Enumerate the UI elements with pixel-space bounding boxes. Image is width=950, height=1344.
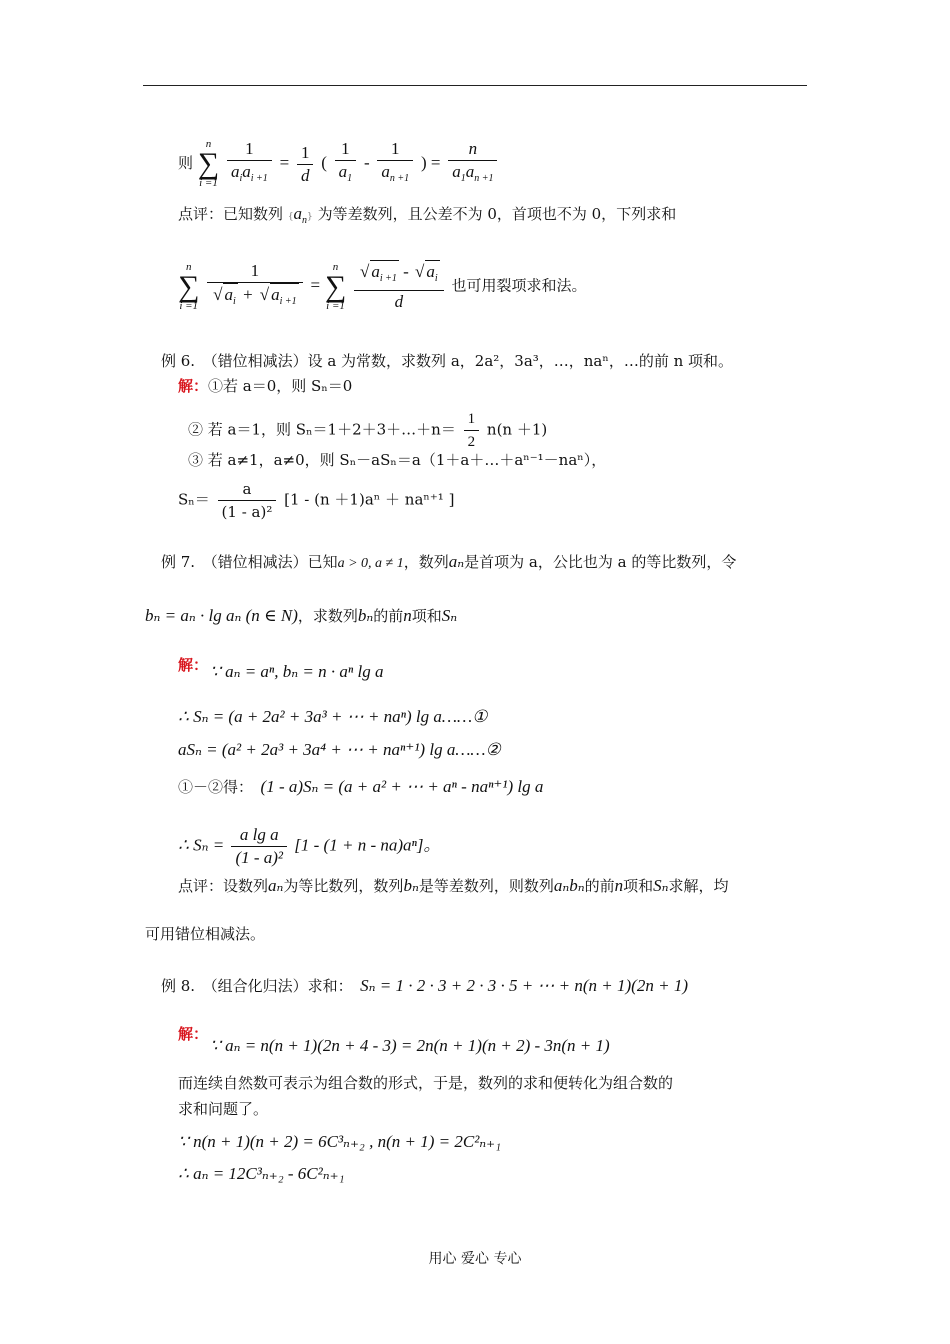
page-footer: 用心 爱心 专心: [428, 1251, 522, 1267]
fraction-3: $\frac{1}{a_1}$: [335, 138, 357, 190]
header-rule: [143, 85, 807, 86]
fraction-5: $\frac{n}{a_1a_{n +1}}$: [448, 138, 497, 190]
ex7-step-3: aSₙ = (a² + 2a³ + 3a⁴ + ⋯ + naⁿ⁺¹) lg a……②: [178, 740, 501, 759]
formula-line-2: n ∑ i =1 1 √ $a_i$ + √ $a_{i +1}$ = n ∑ i =1 √ $\frac{a_{i +1} - √ a_i}{d}$ 也可用裂项求和法。: [178, 260, 586, 314]
example-8-title: 例 8. （组合化归法）求和： Sₙ = 1 · 2 · 3 + 2 · 3 · 5 + ⋯ + n(n + 1)(2n + 1): [161, 976, 688, 995]
ex7-step-1: ∵ aₙ = aⁿ, bₙ = n · aⁿ lg a: [210, 662, 384, 681]
ex6-case-3: ③ 若 a≠1，a≠0，则 Sₙ－aSₙ＝a（1＋a＋…＋aⁿ⁻¹－naⁿ），: [188, 451, 607, 469]
sum-symbol-2: n ∑ i =1: [178, 260, 200, 312]
example-6-title: 例 6. （错位相减法）设 a 为常数，求数列 a，2a²，3a³，…，naⁿ，…的前 n 项和。: [161, 352, 734, 370]
comment-1: 点评：已知数列 $\{a_n\}$ 为等差数列，且公差不为 0，首项也不为 0，下列求和: [178, 204, 677, 226]
ex8-paragraph-1: 而连续自然数可表示为组合数的形式，于是，数列的求和便转化为组合数的: [178, 1074, 674, 1092]
ex7-step-2: ∴ Sₙ = (a + 2a² + 3a³ + ⋯ + naⁿ) lg a……①: [178, 707, 488, 726]
fraction-1: $\frac{1}{a_ia_{i +1}}$: [227, 138, 272, 190]
example-7-title: 例 7. （错位相减法）已知a > 0, a ≠ 1，数列aₙ是首项为 a，公比也为 a 的等比数列，令: [161, 552, 737, 571]
ex8-step-3: ∴ aₙ = 12C³ₙ₊₂ - 6C²ₙ₊₁: [178, 1164, 345, 1183]
fraction-7: √ $\frac{a_{i +1} - √ a_i}{d}$: [354, 260, 444, 313]
ex7-step-4: ①－②得： (1 - a)Sₙ = (a + a² + ⋯ + aⁿ - naⁿ⁺¹) lg a: [178, 777, 544, 796]
formula-line-1: 则 n ∑ i =1 $\frac{1}{a_ia_{i +1}}$ = $\frac{1}{d}$ ( $\frac{1}{a_1}$ - $\frac{1}{a_{n +1}}$ ) = $\frac{n}{a_1a_{n +1}}$: [178, 138, 500, 188]
ex7-comment: 点评：设数列aₙ为等比数列，数列bₙ是等差数列，则数列aₙbₙ的前n项和Sₙ求解，均: [178, 876, 729, 895]
ex7-jie: 解：: [178, 656, 209, 674]
ex8-step-2: ∵ n(n + 1)(n + 2) = 6C³ₙ₊₂ , n(n + 1) = 2C²ₙ₊₁: [178, 1132, 502, 1151]
prefix-text: 则: [178, 154, 194, 172]
ex6-final: Sₙ＝ $\frac{a}{\text{(1 - a)²}}$ [1 - (n ＋1)aⁿ ＋ naⁿ⁺¹ ]: [178, 480, 455, 521]
ex7-step-5: ∴ Sₙ = $\frac{\text{a lg a}}{\text{(1 - a)²}}$ [1 - (1 + n - na)aⁿ]。: [178, 825, 441, 867]
sum-symbol: n ∑ i =1: [197, 138, 220, 189]
ex8-paragraph-2: 求和问题了。: [178, 1100, 269, 1118]
ex8-step-1: ∵ aₙ = n(n + 1)(2n + 4 - 3) = 2n(n + 1)(n + 2) - 3n(n + 1): [210, 1036, 610, 1055]
ex8-jie: 解：: [178, 1025, 209, 1043]
ex6-case-1: 解：①若 a＝0，则 Sₙ＝0: [178, 377, 353, 395]
fraction-6: 1 √ $a_i$ + √ $a_{i +1}$: [207, 260, 302, 313]
fraction-4: $\frac{1}{a_{n +1}}$: [377, 138, 413, 190]
ex6-case-2: ② 若 a＝1，则 Sₙ＝1＋2＋3＋…＋n＝ $\frac{1}{2}$ n(n ＋1): [188, 408, 547, 442]
line2-tail: 也可用裂项求和法。: [451, 276, 587, 295]
ex7-comment-line-2: 可用错位相减法。: [145, 925, 266, 943]
example-7-line-2: bₙ = aₙ · lg aₙ (n ∈ N)，求数列bₙ的前n项和Sₙ: [145, 606, 458, 625]
fraction-2: $\frac{1}{d}$: [297, 142, 314, 187]
